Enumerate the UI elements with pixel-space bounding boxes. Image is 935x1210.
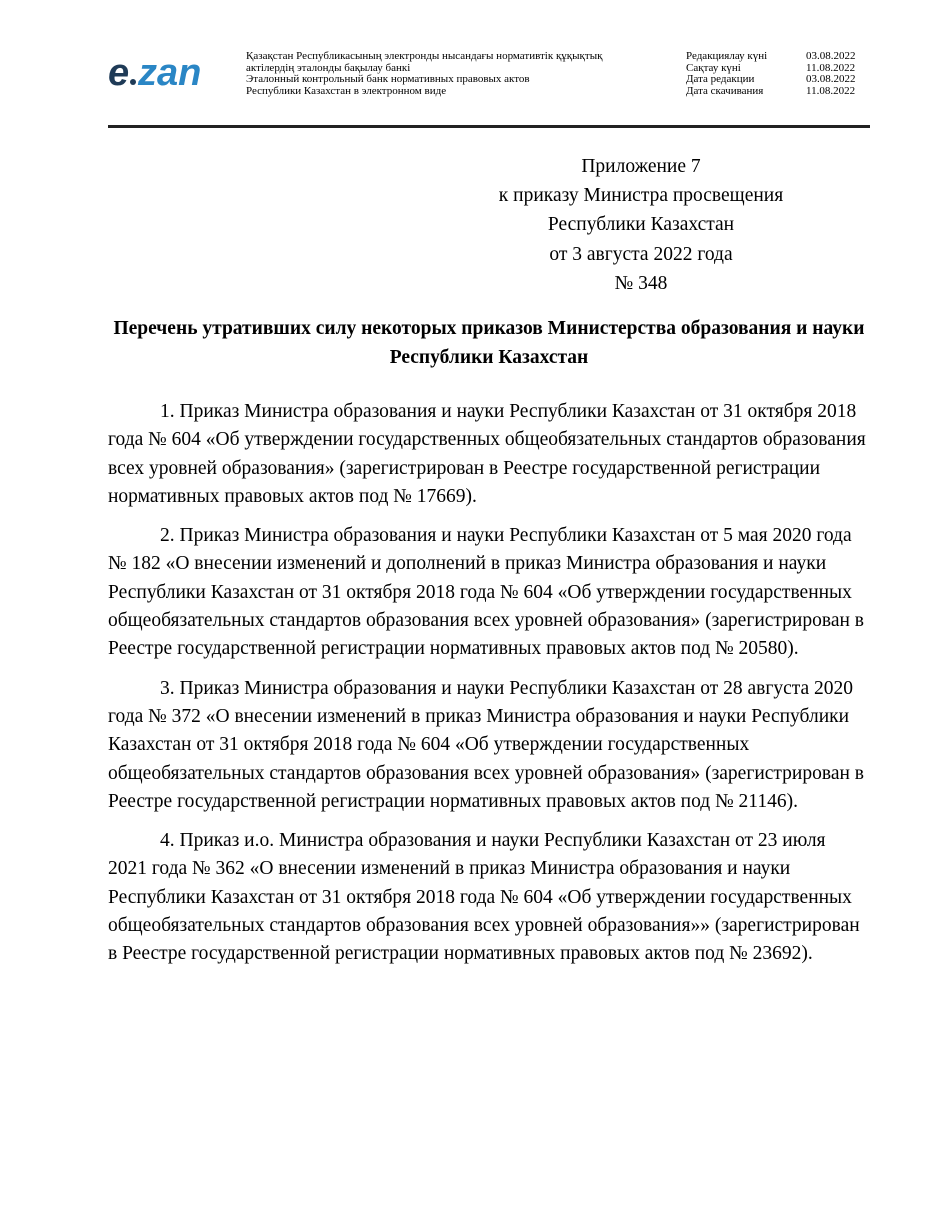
svg-text:e: e — [108, 52, 130, 94]
annex-line: к приказу Министра просвещения — [498, 185, 784, 207]
meta-value: 03.08.2022 — [806, 50, 856, 62]
meta-value: 03.08.2022 — [806, 73, 856, 85]
ezan-logo — [108, 50, 218, 94]
list-item: 4. Приказ и.о. Министра образования и науки Республики Казахстан от 23 июля 2021 года № 362 «О внесении изменений в приказ Министра образования и науки Республики Казахстан от 31 октября 2018 года № 604 «Об утверждении государственных общеобязательных стандартов образования всех уровней образования»» (зарегистрирован в Реестре государственной регистрации нормативных правовых актов под № 23692). — [108, 830, 860, 965]
meta-row — [686, 74, 866, 86]
meta-label: Сақтау күні — [686, 61, 741, 74]
registry-name — [246, 51, 602, 97]
document-dates — [686, 51, 866, 97]
annex-line: от 3 августа 2022 года — [549, 243, 733, 265]
registry-line: актілердің эталонды бақылау банкі — [246, 61, 411, 74]
document-body — [108, 398, 868, 980]
meta-value: 11.08.2022 — [806, 84, 856, 97]
registry-line: Қазақстан Республикасының электронды нысандағы нормативтік құқықтық — [246, 50, 603, 62]
meta-label: Дата редакции — [686, 73, 755, 85]
list-item: 3. Приказ Министра образования и науки Республики Казахстан от 28 августа 2020 года № 372 «О внесении изменений в приказ Министра образования и науки Республики Казахстан от 31 октября 2018 года № 604 «Об утверждении государственных общеобязательных стандартов образования всех уровней образования» (зарегистрирован в Реестре государственной регистрации нормативных правовых актов под № 21146). — [108, 677, 864, 812]
meta-value: 11.08.2022 — [806, 61, 856, 74]
registry-line: Эталонный контрольный банк нормативных правовых актов — [246, 73, 530, 85]
meta-label: Дата скачивания — [686, 84, 764, 97]
document-header — [0, 0, 935, 130]
document-title: Перечень утративших силу некоторых приказов Министерства образования и науки Республики Казахстан — [113, 318, 865, 368]
list-item: 2. Приказ Министра образования и науки Республики Казахстан от 5 мая 2020 года № 182 «О внесении изменений и дополнений в приказ Министра образования и науки Республики Казахстан от 31 октября 2018 года № 604 «Об утверждении государственных общеобязательных стандартов образования всех уровней образования» (зарегистрирован в Реестре государственной регистрации нормативных правовых актов под № 20580). — [108, 525, 864, 660]
annex-line: № 348 — [614, 272, 668, 294]
header-divider — [108, 125, 870, 128]
registry-line: Республики Казахстан в электронном виде — [246, 84, 447, 97]
annex-line: Республики Казахстан — [547, 214, 735, 236]
annex-block — [460, 152, 822, 298]
meta-row — [686, 86, 866, 98]
svg-text:zan: zan — [138, 52, 202, 94]
list-item: 1. Приказ Министра образования и науки Республики Казахстан от 31 октября 2018 года № 604 «Об утверждении государственных общеобязательных стандартов образования всех уровней образования» (зарегистрирован в Реестре государственной регистрации нормативных правовых актов под № 17669). — [108, 401, 866, 507]
meta-row — [686, 51, 866, 63]
ezan-logo-image — [108, 50, 218, 94]
meta-label: Редакциялау күні — [686, 50, 768, 62]
annex-line: Приложение 7 — [581, 156, 701, 177]
